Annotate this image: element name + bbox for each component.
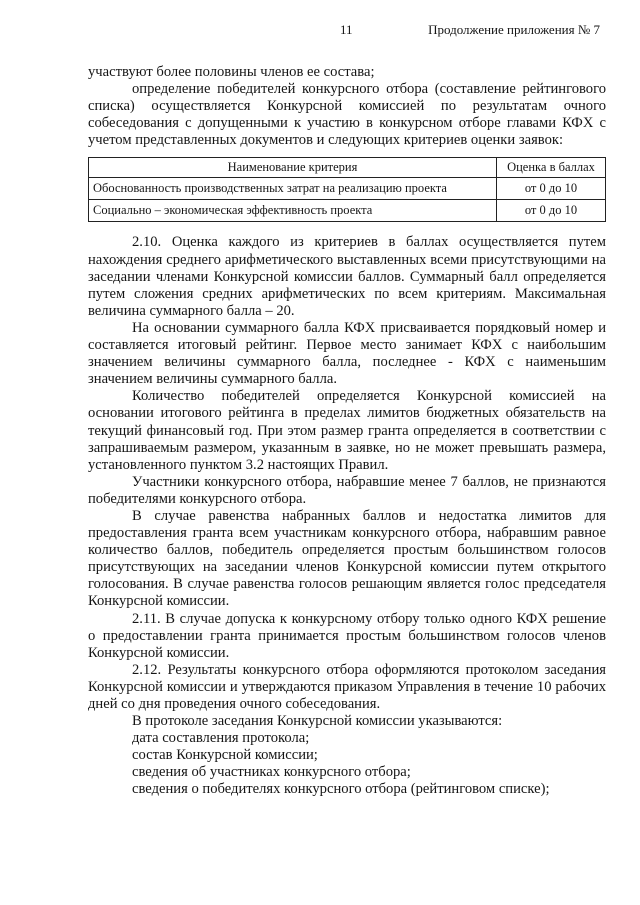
paragraph: 2.11. В случае допуска к конкурсному отбору только одного КФХ решение о предоставлении гранта принимается простым большинством голосов членов Конкурсной комиссии. xyxy=(88,610,606,661)
paragraph: определение победителей конкурсного отбора (составление рейтингового списка) осуществляется Конкурсной комиссией по результатам очного собеседования с допущенными к участию в конкурсном отборе главами КФХ с учетом представленных документов и следующих критериев оценки заявок: xyxy=(88,81,606,149)
table-header-row xyxy=(89,158,606,178)
table-cell: Социально – экономическая эффективность проекта xyxy=(89,200,497,222)
paragraph: 2.12. Результаты конкурсного отбора оформляются протоколом заседания Конкурсной комиссии и утверждаются приказом Управления в течение 10 рабочих дней со дня проведения очного собеседования. xyxy=(88,661,606,712)
appendix-label: Продолжение приложения № 7 xyxy=(428,22,600,37)
column-header: Наименование критерия xyxy=(89,158,497,178)
paragraph: В протоколе заседания Конкурсной комиссии указываются: xyxy=(132,713,503,730)
table-cell: от 0 до 10 xyxy=(497,178,606,200)
table-row xyxy=(89,178,606,200)
paragraph: участвуют более половины членов ее состава; xyxy=(88,64,375,80)
list-item: состав Конкурсной комиссии; xyxy=(132,747,318,764)
table-cell: от 0 до 10 xyxy=(497,200,606,222)
protocol-items-list xyxy=(88,730,606,798)
table-cell: Обоснованность производственных затрат на реализацию проекта xyxy=(89,178,497,200)
paragraph: В случае равенства набранных баллов и недостатка лимитов для предоставления гранта всем участникам конкурсного отбора, набравшим равное количество баллов, победитель определяется простым большинством голосов присутствующих на заседании членов Конкурсной комиссии путем открытого голосования. В случае равенства голосов решающим является голос председателя Конкурсной комиссии. xyxy=(88,507,606,610)
list-item: сведения о победителях конкурсного отбора (рейтинговом списке); xyxy=(132,781,550,798)
paragraph: На основании суммарного балла КФХ присваивается порядковый номер и составляется итоговый рейтинг. Первое место занимает КФХ с наибольшим значением величины суммарного балла, последнее - КФХ с наименьшим значением величины суммарного балла. xyxy=(88,319,606,388)
page-number: 11 xyxy=(340,22,353,37)
table-row xyxy=(89,200,606,222)
document-body xyxy=(88,64,606,799)
list-item: дата составления протокола; xyxy=(132,730,310,747)
list-item: сведения об участниках конкурсного отбора; xyxy=(132,764,411,781)
paragraph: 2.10. Оценка каждого из критериев в баллах осуществляется путем нахождения среднего арифметического выставленных всеми присутствующими на заседании членами Конкурсной комиссии баллов. Суммарный балл определяется путем сложения средних арифметических по всем критериям. Максимальная величина суммарного балла – 20. xyxy=(88,234,606,319)
column-header: Оценка в баллах xyxy=(497,158,606,178)
criteria-table xyxy=(88,157,606,222)
page-header xyxy=(0,22,640,42)
paragraph: Участники конкурсного отбора, набравшие менее 7 баллов, не признаются победителями конкурсного отбора. xyxy=(88,473,606,507)
paragraph: Количество победителей определяется Конкурсной комиссией на основании итогового рейтинга в пределах лимитов бюджетных обязательств на текущий финансовый год. При этом размер гранта определяется в соответствии с запрашиваемым размером, указанным в заявке, но не может превышать размера, установленного пунктом 3.2 настоящих Правил. xyxy=(88,388,606,473)
